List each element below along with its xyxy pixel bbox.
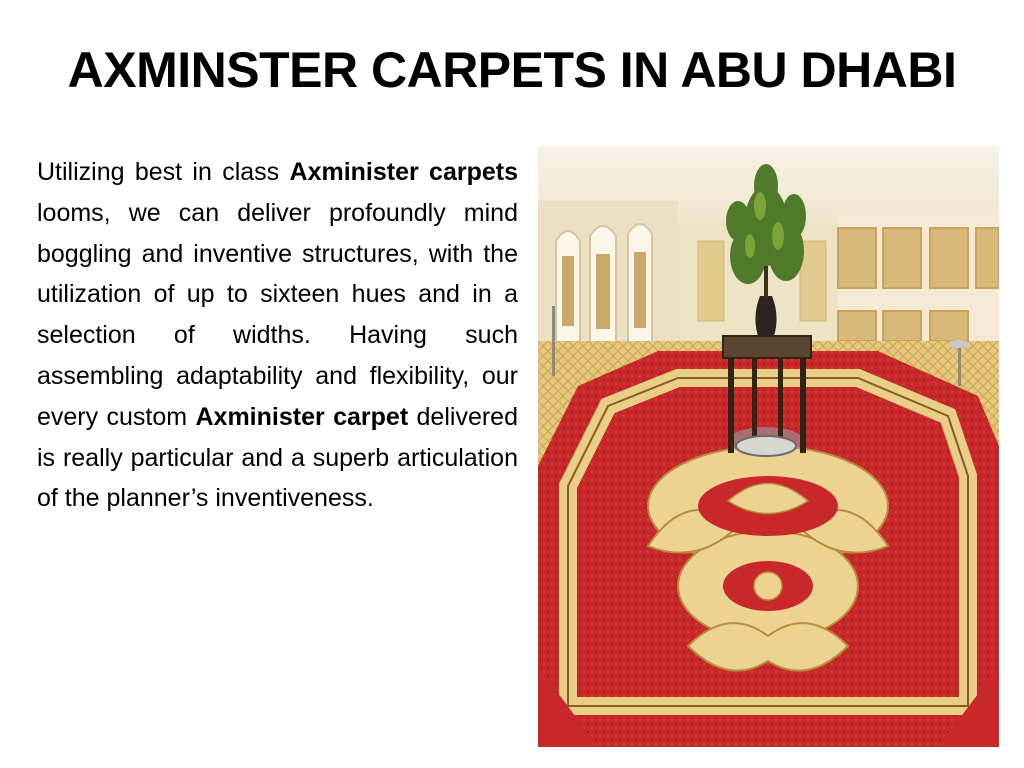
paragraph-text-1: Utilizing best in class [37, 158, 290, 186]
description-paragraph [37, 152, 518, 519]
carpet-room-photo [538, 146, 999, 747]
paragraph-text-3: delivered is really particular and a superb articulation of the planner’s inventiveness. [37, 402, 518, 513]
paragraph-bold-1: Axminister carpets [289, 158, 518, 186]
paragraph-bold-2: Axminister carpet [195, 402, 409, 431]
paragraph-text-2: looms, we can deliver profoundly mind boggling and inventive structures, with the utilization of up to sixteen hues and in a selection of widths. Having such assembling adaptability and flexibility, our every custom [37, 198, 518, 431]
page-title: AXMINSTER CARPETS IN ABU DHABI [67, 42, 957, 98]
